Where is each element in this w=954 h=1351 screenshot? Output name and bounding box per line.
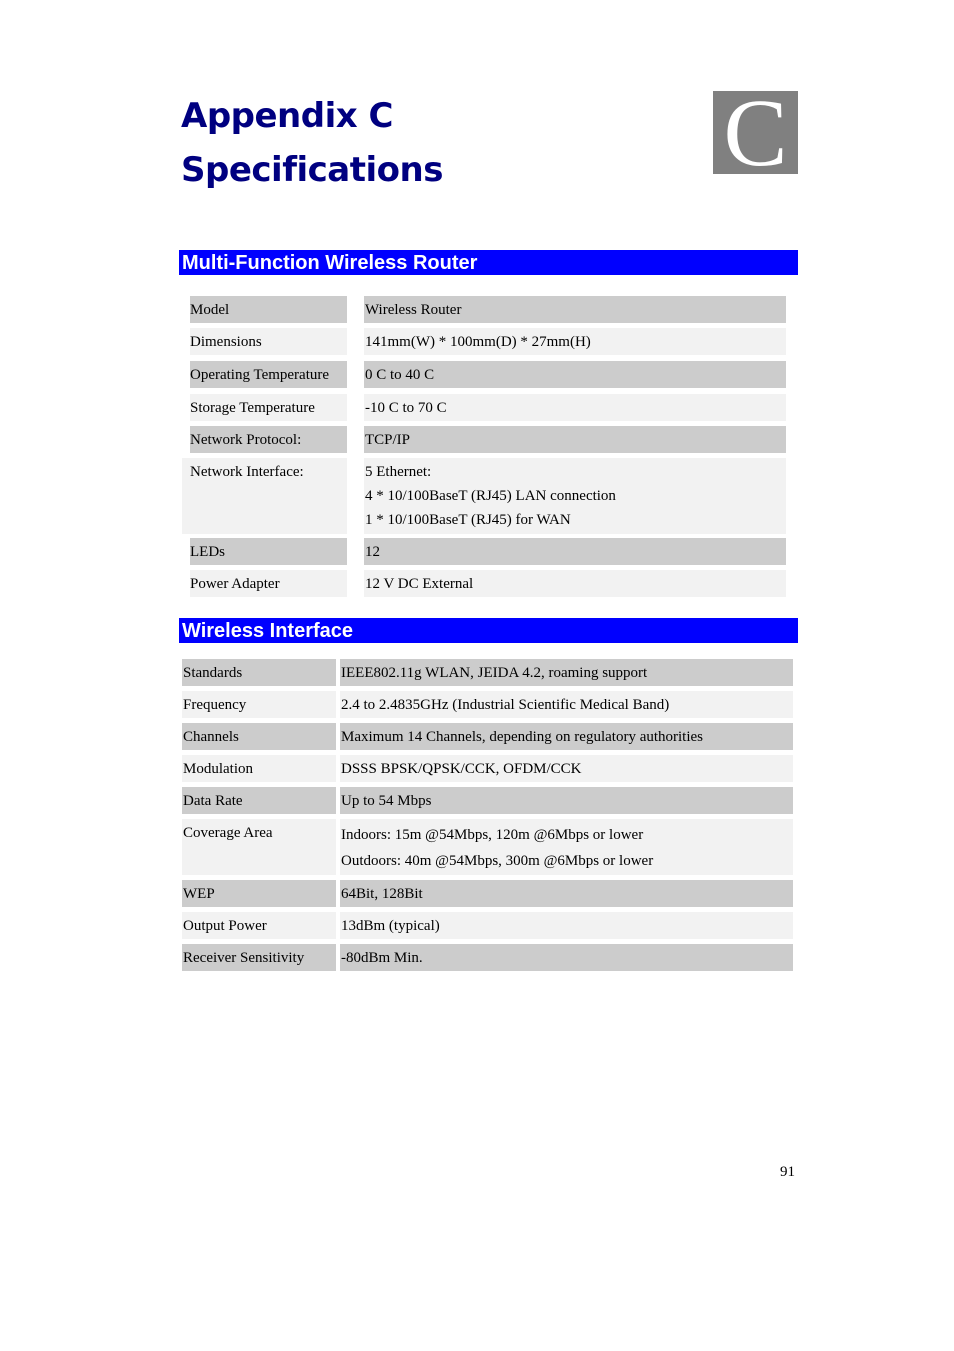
- appendix-subtitle: Specifications: [181, 150, 443, 190]
- spec-label: Frequency: [182, 691, 336, 718]
- spec-value: -10 C to 70 C: [364, 394, 786, 421]
- spec-label: Model: [190, 296, 347, 323]
- spec-label: Output Power: [182, 912, 336, 939]
- spec-label: Operating Temperature: [190, 361, 347, 388]
- spec-value: IEEE802.11g WLAN, JEIDA 4.2, roaming support: [340, 659, 793, 686]
- spec-value: DSSS BPSK/QPSK/CCK, OFDM/CCK: [340, 755, 793, 782]
- spec-label: Receiver Sensitivity: [182, 944, 336, 971]
- spec-value-line: 5 Ethernet:: [365, 464, 432, 480]
- spec-label: Network Interface:: [182, 458, 347, 534]
- spec-value-multiline: [340, 819, 793, 875]
- spec-value: Wireless Router: [364, 296, 786, 323]
- spec-value: 64Bit, 128Bit: [340, 880, 793, 907]
- spec-value: 2.4 to 2.4835GHz (Industrial Scientific Medical Band): [340, 691, 793, 718]
- spec-label: Power Adapter: [190, 570, 347, 597]
- spec-label: Storage Temperature: [190, 394, 347, 421]
- spec-label: Dimensions: [190, 328, 347, 355]
- router-section-heading: Multi-Function Wireless Router: [179, 250, 798, 275]
- spec-value: 12 V DC External: [364, 570, 786, 597]
- spec-label: WEP: [182, 880, 336, 907]
- wireless-section-heading: Wireless Interface: [179, 618, 798, 643]
- spec-value: 12: [364, 538, 786, 565]
- spec-value: 141mm(W) * 100mm(D) * 27mm(H): [364, 328, 786, 355]
- page-number: 91: [780, 1164, 795, 1180]
- spec-value-line: 1 * 10/100BaseT (RJ45) for WAN: [365, 512, 571, 528]
- spec-value: -80dBm Min.: [340, 944, 793, 971]
- spec-value-line: Indoors: 15m @54Mbps, 120m @6Mbps or lower: [341, 827, 644, 843]
- spec-value: Up to 54 Mbps: [340, 787, 793, 814]
- spec-label: Modulation: [182, 755, 336, 782]
- spec-value: 0 C to 40 C: [364, 361, 786, 388]
- spec-label: Coverage Area: [182, 819, 336, 875]
- spec-label: Data Rate: [182, 787, 336, 814]
- spec-value-multiline: [364, 458, 786, 534]
- spec-label: LEDs: [190, 538, 347, 565]
- spec-value-line: 4 * 10/100BaseT (RJ45) LAN connection: [365, 488, 616, 504]
- appendix-letter-badge: C: [713, 91, 798, 174]
- spec-label: Network Protocol:: [190, 426, 347, 453]
- spec-label: Channels: [182, 723, 336, 750]
- spec-label: Standards: [182, 659, 336, 686]
- spec-value: Maximum 14 Channels, depending on regulatory authorities: [340, 723, 793, 750]
- spec-value-line: Outdoors: 40m @54Mbps, 300m @6Mbps or lower: [341, 853, 654, 869]
- spec-value: TCP/IP: [364, 426, 786, 453]
- appendix-title: Appendix C: [181, 96, 393, 136]
- spec-value: 13dBm (typical): [340, 912, 793, 939]
